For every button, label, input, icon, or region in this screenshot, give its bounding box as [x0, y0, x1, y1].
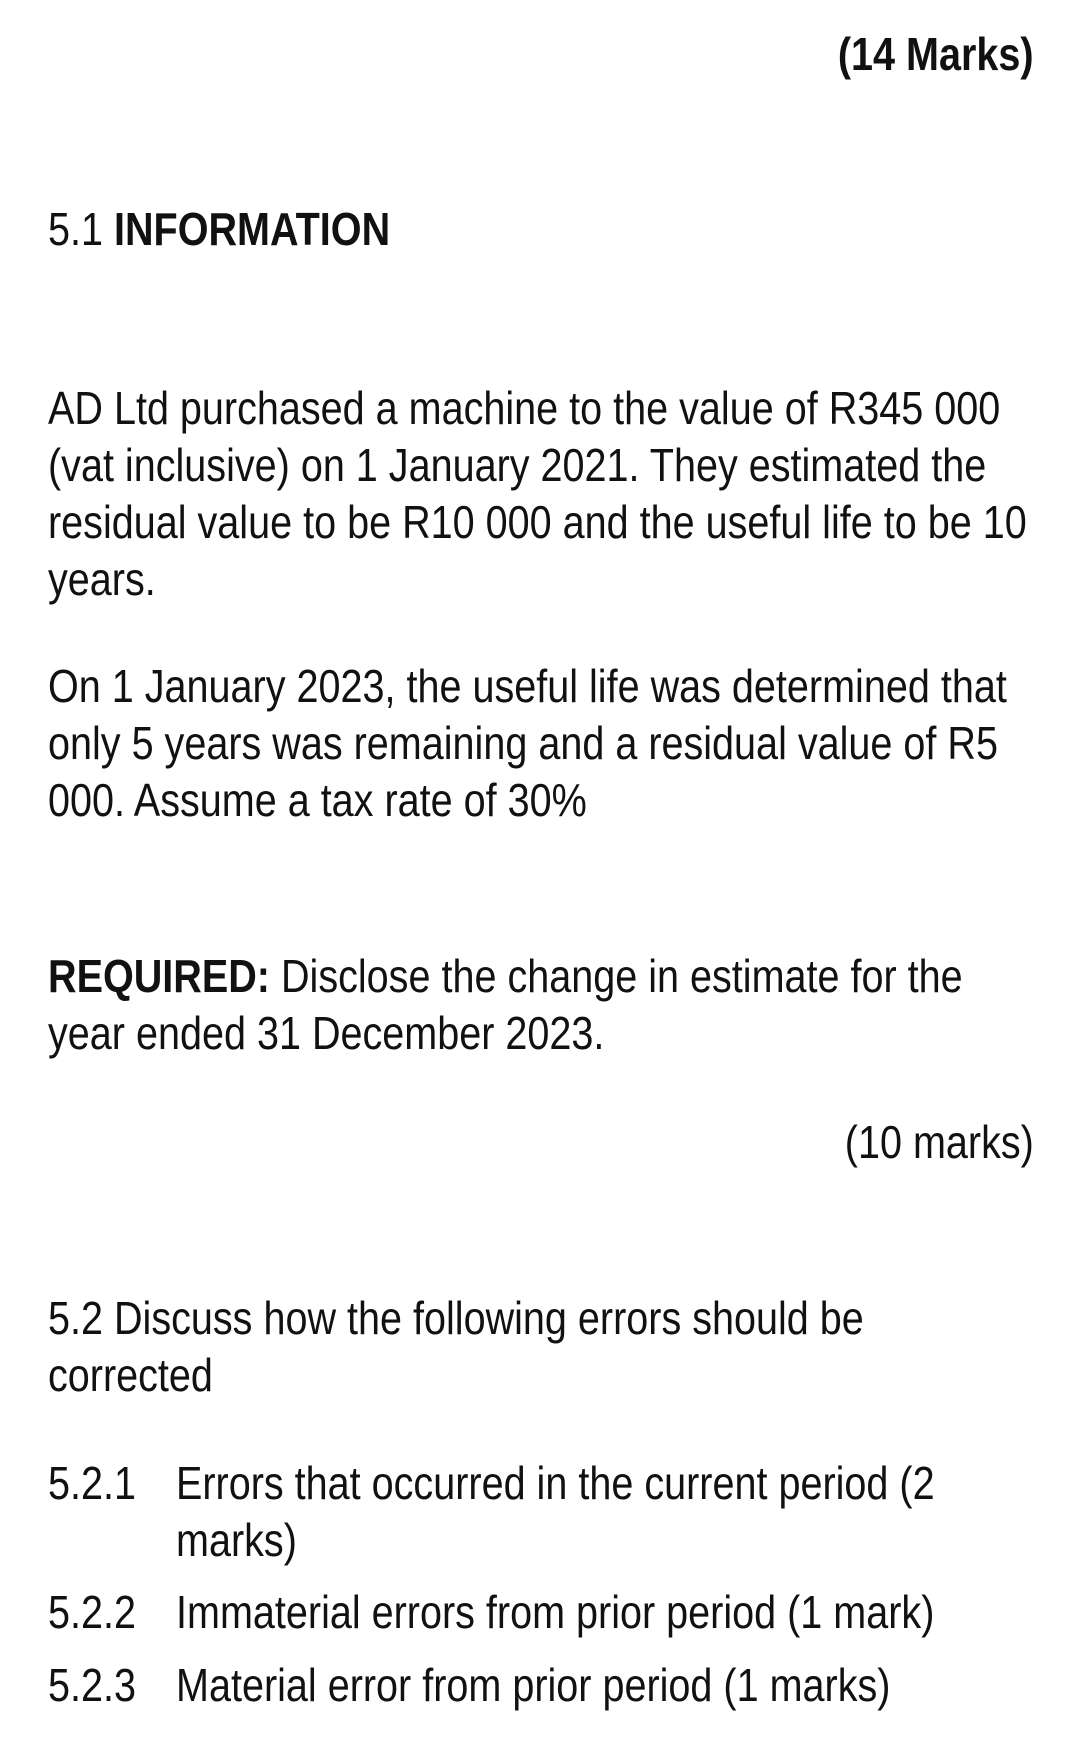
item-number: 5.2.3 — [48, 1659, 136, 1711]
heading-line: 5.2 Discuss how the following errors should be — [48, 1292, 864, 1344]
item-line: Immaterial errors from prior period (1 mark) — [176, 1586, 935, 1638]
item-line: Errors that occurred in the current period (2 — [176, 1457, 935, 1509]
item-text — [176, 1584, 934, 1641]
required-instruction — [48, 948, 963, 1062]
item-line: marks) — [176, 1514, 297, 1566]
item-number: 5.2.2 — [48, 1586, 136, 1638]
item-line: Material error from prior period (1 marks) — [176, 1659, 891, 1711]
item-text — [176, 1657, 890, 1714]
paragraph-line: (vat inclusive) on 1 January 2021. They estimated the — [48, 439, 987, 491]
required-line-1 — [48, 948, 963, 1005]
heading-line: corrected — [48, 1349, 213, 1401]
required-text: Disclose the change in estimate for the — [269, 950, 963, 1002]
paragraph-line: On 1 January 2023, the useful life was determined that — [48, 660, 1007, 712]
section-5-1-heading — [48, 201, 390, 258]
section-title: INFORMATION — [113, 203, 391, 255]
information-paragraph-2 — [48, 658, 1007, 829]
required-marks: (10 marks) — [844, 1116, 1034, 1168]
information-paragraph-1 — [48, 380, 1027, 608]
required-line-2: year ended 31 December 2023. — [48, 1007, 605, 1059]
paragraph-line: 000. Assume a tax rate of 30% — [48, 774, 587, 826]
item-text — [176, 1455, 935, 1569]
section-number: 5.1 — [48, 203, 103, 255]
paragraph-line: years. — [48, 553, 156, 605]
required-label: REQUIRED: — [48, 950, 270, 1002]
paragraph-line: only 5 years was remaining and a residual value of R5 — [48, 717, 998, 769]
section-5-2-heading — [48, 1290, 864, 1404]
item-number: 5.2.1 — [48, 1457, 136, 1509]
paragraph-line: AD Ltd purchased a machine to the value of R345 000 — [48, 382, 1001, 434]
total-marks: (14 Marks) — [838, 28, 1034, 80]
paragraph-line: residual value to be R10 000 and the useful life to be 10 — [48, 496, 1027, 548]
